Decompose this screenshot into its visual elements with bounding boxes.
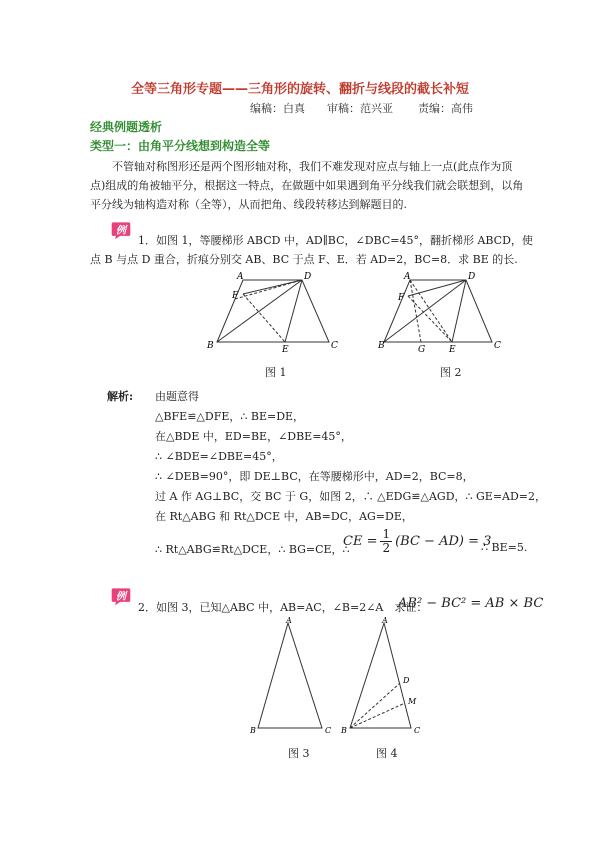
label-b-4: B bbox=[341, 726, 347, 735]
label-c-3: C bbox=[325, 726, 332, 735]
solution-label: 解析: bbox=[107, 390, 134, 403]
segment-bm bbox=[350, 703, 405, 728]
label-a-2: A bbox=[404, 272, 411, 282]
triangle-abc bbox=[258, 623, 322, 728]
altitude-ag bbox=[410, 280, 421, 342]
example1-line1: 1．如图 1，等腰梯形 ABCD 中，AD∥BC，∠DBC=45°，翻折梯形 ABCD，使 bbox=[138, 234, 533, 247]
badge-char-2: 例 bbox=[115, 590, 127, 603]
solution-line-4: ∴ ∠DEB=90°，即 DE⊥BC，在等腰梯形中，AD=2，BC=8， bbox=[155, 470, 474, 483]
example-badge-2 bbox=[110, 585, 132, 611]
equation-lhs: CE = bbox=[343, 534, 378, 549]
label-c-2: C bbox=[494, 341, 501, 351]
page-title: 全等三角形专题——三角形的旋转、翻折与线段的截长补短 bbox=[130, 82, 469, 97]
label-e: E bbox=[282, 345, 289, 355]
author-credit: 编稿：白真 bbox=[250, 102, 305, 115]
solution-line-3: ∴ ∠BDE=∠DBE=45°， bbox=[155, 450, 283, 463]
caption-fig1: 图 1 bbox=[265, 366, 287, 379]
segment-de bbox=[285, 280, 302, 342]
label-a-3: A bbox=[286, 616, 292, 625]
label-f: F bbox=[232, 291, 239, 301]
segment-fd-2 bbox=[408, 280, 466, 296]
solution-line-5: 过 A 作 AG⊥BC，交 BC 于 G，如图 2，∴ △EDG≌△AGD，∴ GE=AD=2， bbox=[155, 490, 547, 503]
equation-numerator: 1 bbox=[382, 527, 391, 541]
example1-line2: 点 B 与点 D 重合，折痕分别交 AB、BC 于点 F、E．若 AD=2，BC=8．求 BE 的长. bbox=[90, 253, 518, 266]
label-b-3: B bbox=[250, 726, 256, 735]
solution-line-1: △BFE≌△DFE，∴ BE=DE， bbox=[155, 410, 305, 423]
equation-fraction bbox=[380, 528, 392, 555]
example-badge-icon-2 bbox=[110, 585, 132, 607]
caption-fig3: 图 3 bbox=[288, 747, 310, 760]
figure-3 bbox=[245, 615, 340, 737]
label-c-4: C bbox=[414, 726, 421, 735]
solution-final: ∴ BE=5. bbox=[481, 541, 528, 554]
solution-line-2: 在△BDE 中，ED=BE，∠DBE=45°， bbox=[155, 430, 352, 443]
label-g-2: G bbox=[418, 345, 426, 355]
example2-proof: AB² − BC² = AB × BC bbox=[398, 596, 544, 611]
equation-ce bbox=[343, 528, 491, 555]
solution-line-7: ∴ Rt△ABG≌Rt△DCE，∴ BG=CE，∴ bbox=[155, 543, 350, 556]
label-m-4: M bbox=[408, 697, 417, 706]
caption-fig2: 图 2 bbox=[440, 366, 462, 379]
label-d-4: D bbox=[403, 676, 410, 685]
label-e-2: E bbox=[449, 345, 456, 355]
label-b-2: B bbox=[378, 341, 385, 351]
label-b: B bbox=[207, 341, 214, 351]
equation-denominator: 2 bbox=[382, 541, 391, 555]
badge-char: 例 bbox=[115, 224, 127, 237]
example2-text: 2．如图 3，已知△ABC 中，AB=AC，∠B=2∠A 求证： bbox=[138, 601, 428, 614]
label-f-2: F bbox=[398, 293, 405, 303]
trapezoid-abcd-2 bbox=[384, 280, 492, 342]
figure-4 bbox=[338, 615, 433, 737]
label-d-2: D bbox=[468, 272, 476, 282]
trapezoid-abcd bbox=[217, 280, 329, 342]
intro-paragraph: 不管轴对称图形还是两个图形轴对称，我们不难发现对应点与轴上一点(此点作为顶点)组成的角被轴平分，根据这一特点，在做题中如果遇到角平分线我们就会联想到，以角平分线为轴构造对称（全等），从而把角、线段转移达到解题目的. bbox=[90, 160, 524, 211]
section-heading: 经典例题透析 bbox=[90, 120, 163, 134]
reviewer-credit: 审稿：范兴亚 bbox=[327, 102, 393, 115]
solution-line-6: 在 Rt△ABG 和 Rt△DCE 中，AB=DC，AG=DE， bbox=[155, 510, 413, 523]
label-d: D bbox=[304, 272, 312, 282]
caption-fig4: 图 4 bbox=[376, 747, 398, 760]
label-c: C bbox=[331, 341, 338, 351]
solution-line-0: 由题意得 bbox=[155, 390, 199, 403]
label-a-4: A bbox=[382, 616, 388, 625]
example-badge-icon bbox=[110, 219, 132, 241]
example-badge-1 bbox=[110, 219, 132, 245]
triangle-abc-4 bbox=[350, 623, 411, 728]
equation-rhs: (BC − AD) = 3 bbox=[395, 534, 492, 549]
figure-2 bbox=[378, 270, 508, 355]
editor-credit: 责编：高伟 bbox=[418, 102, 473, 115]
figure-1 bbox=[205, 270, 345, 355]
label-a: A bbox=[237, 272, 244, 282]
type-heading: 类型一：由角平分线想到构造全等 bbox=[90, 139, 271, 153]
